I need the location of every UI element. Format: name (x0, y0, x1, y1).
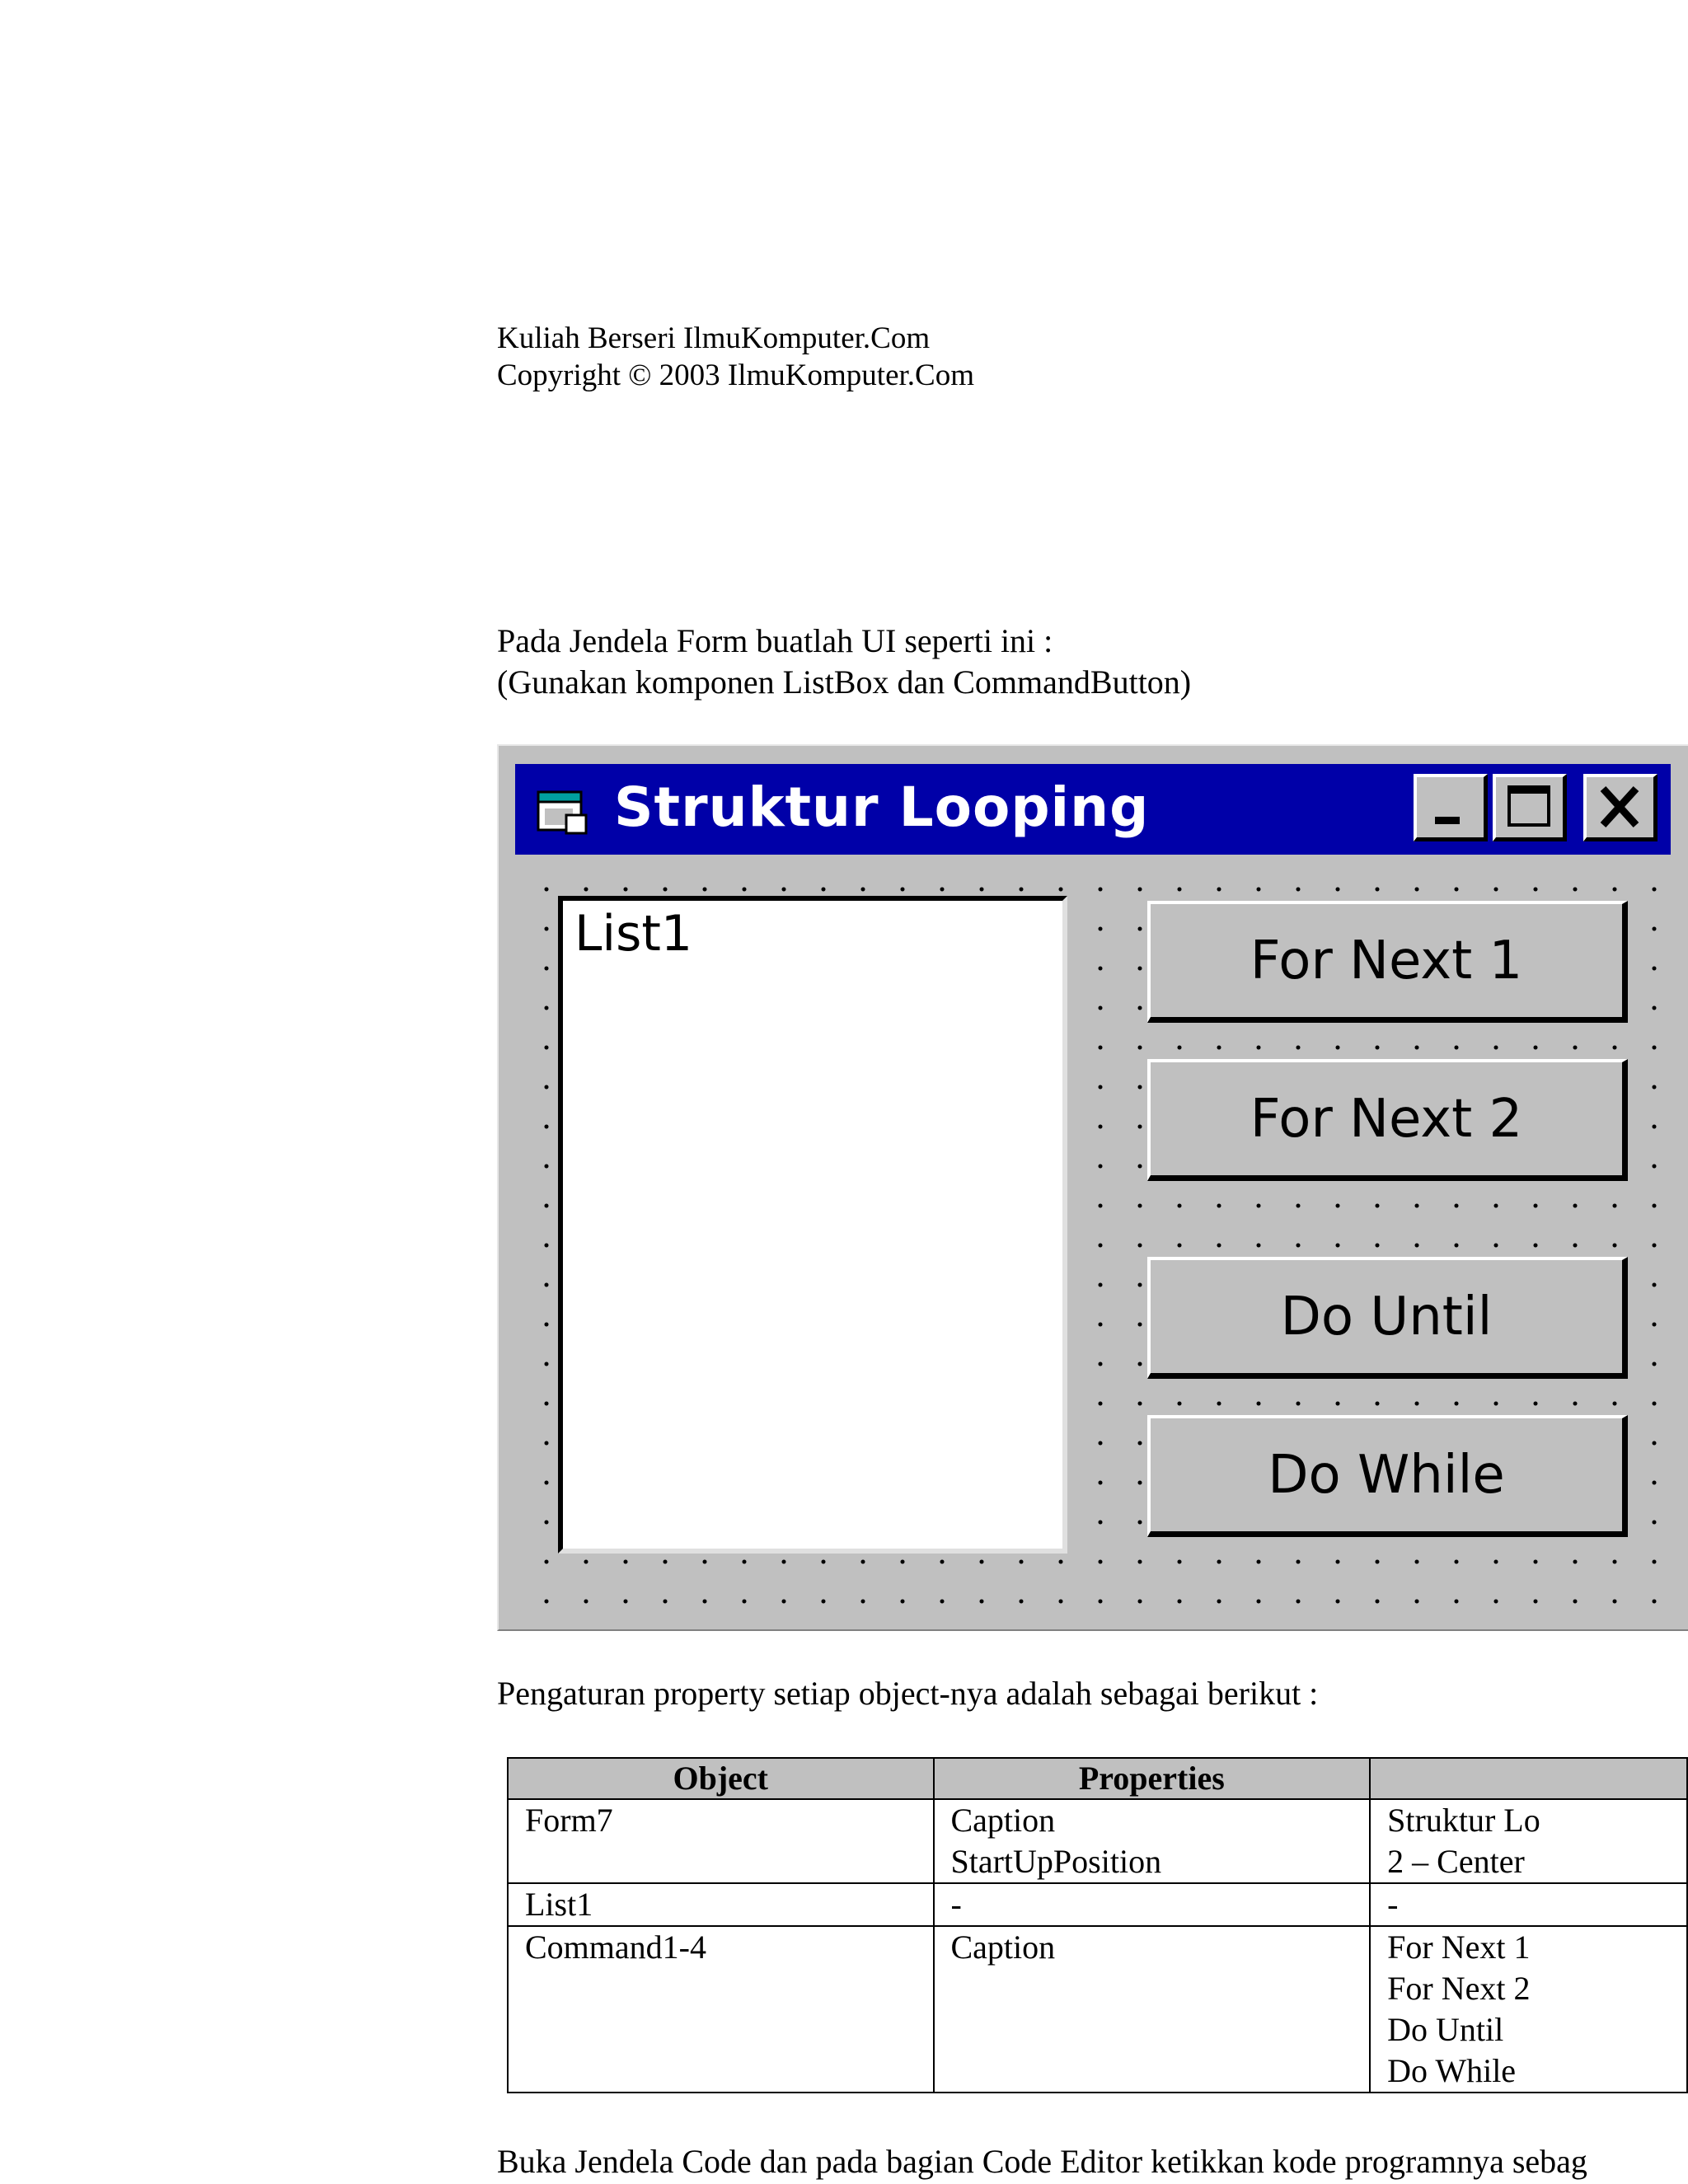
do-until-button[interactable]: Do Until (1147, 1257, 1628, 1379)
header-properties: Properties (934, 1758, 1371, 1799)
table-row (508, 1926, 1687, 2093)
intro-line-1: Pada Jendela Form buatlah UI seperti ini : (497, 622, 1053, 659)
cell-object: Form7 (508, 1799, 934, 1883)
vb-form-window (497, 744, 1688, 1631)
minimize-button[interactable] (1414, 774, 1488, 841)
cell-properties: Caption StartUpPosition (934, 1799, 1371, 1883)
cell-values: Struktur Lo 2 – Center (1370, 1799, 1687, 1883)
form-icon (533, 782, 591, 840)
cell-properties: Caption (934, 1926, 1371, 2093)
cell-object: Command1-4 (508, 1926, 934, 2093)
for-next-1-button[interactable]: For Next 1 (1147, 901, 1628, 1023)
property-intro-text: Pengaturan property setiap object-nya adalah sebagai berikut : (497, 1675, 1319, 1712)
cell-object: List1 (508, 1883, 934, 1926)
header-line-1: Kuliah Berseri IlmuKomputer.Com (497, 321, 931, 355)
cell-values: - (1370, 1883, 1687, 1926)
cell-values: For Next 1 For Next 2 Do Until Do While (1370, 1926, 1687, 2093)
maximize-button[interactable] (1493, 774, 1567, 841)
table-row (508, 1799, 1687, 1883)
window-title: Struktur Looping (614, 776, 1150, 839)
table-row (508, 1883, 1687, 1926)
close-icon (1587, 777, 1653, 837)
title-bar[interactable] (515, 764, 1671, 855)
maximize-icon (1496, 777, 1563, 837)
property-table (507, 1757, 1688, 2093)
cell-properties: - (934, 1883, 1371, 1926)
table-header-row (508, 1758, 1687, 1799)
header-line-2: Copyright © 2003 IlmuKomputer.Com (497, 359, 974, 392)
for-next-2-button[interactable]: For Next 2 (1147, 1059, 1628, 1181)
list-box[interactable] (558, 896, 1067, 1554)
list-box-label: List1 (574, 905, 693, 963)
close-button[interactable] (1583, 774, 1658, 841)
do-while-button[interactable]: Do While (1147, 1415, 1628, 1537)
form-client-area (515, 855, 1671, 1613)
header-value (1370, 1758, 1687, 1799)
intro-line-2: (Gunakan komponen ListBox dan CommandButton) (497, 663, 1192, 701)
header-object: Object (508, 1758, 934, 1799)
code-intro-text: Buka Jendela Code dan pada bagian Code Editor ketikkan kode programnya sebag (497, 2143, 1587, 2180)
minimize-icon (1417, 777, 1484, 837)
